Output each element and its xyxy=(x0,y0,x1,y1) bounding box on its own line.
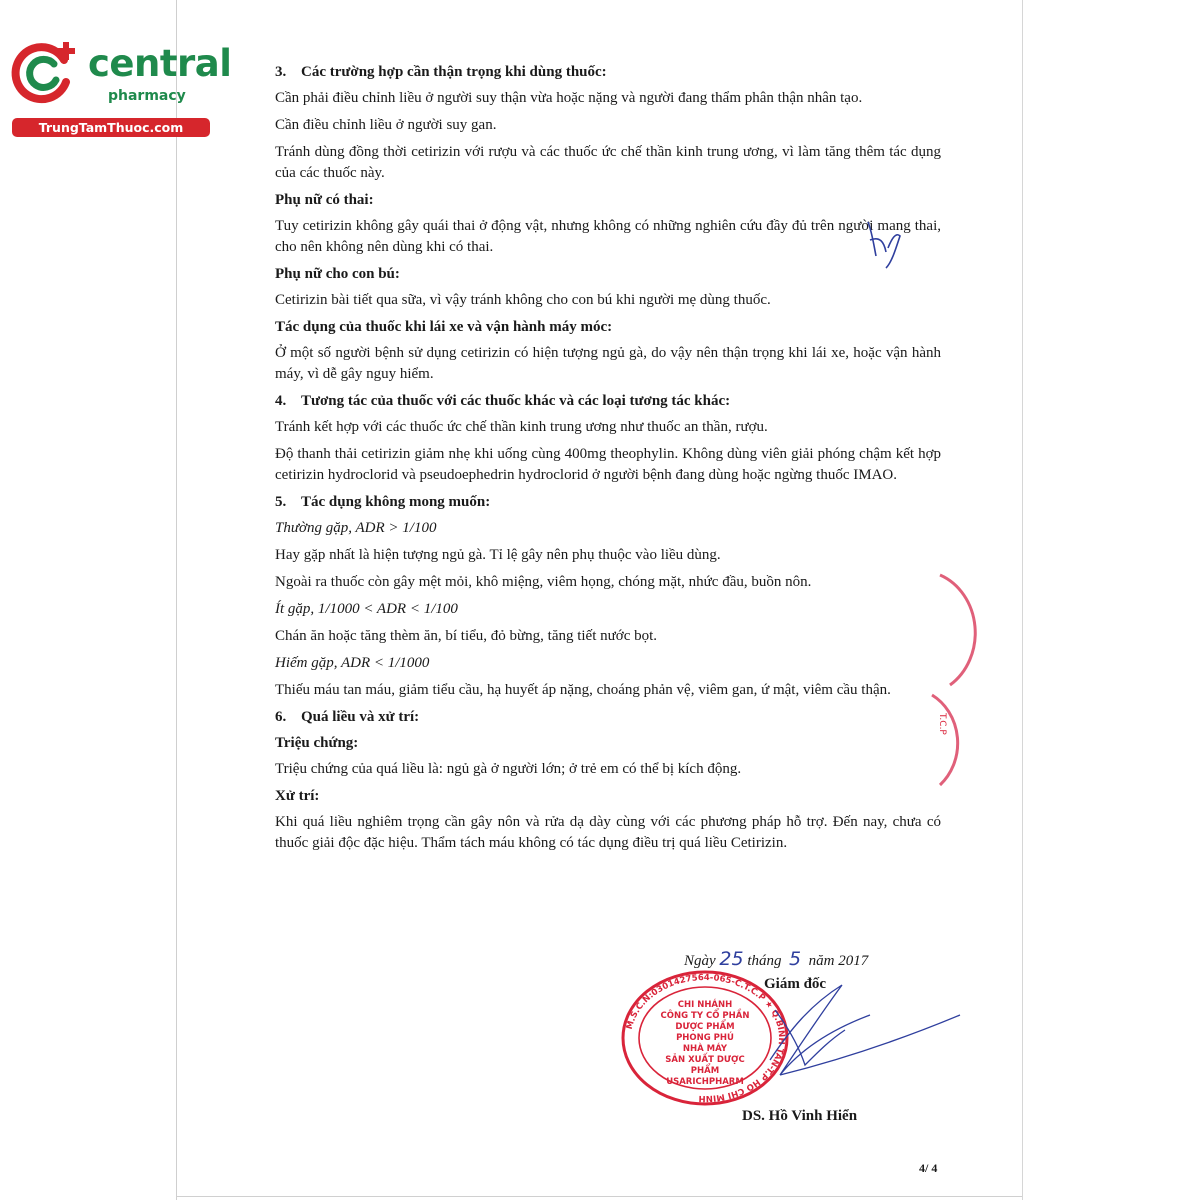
page-left-edge xyxy=(176,0,177,1200)
company-stamp-text: CHI NHÁNH CÔNG TY CỔ PHẦN DƯỢC PHẨM PHONG PHÚ NHÀ MÁY SẢN XUẤT DƯỢC PHẨM USARICHPHARM xyxy=(660,1000,750,1087)
subheading-pregnant: Phụ nữ có thai: xyxy=(275,192,374,208)
section-4-heading: 4. Tương tác của thuốc với các thuốc khác và các loại tương tác khác: xyxy=(275,393,731,409)
paragraph: Ở một số người bệnh sử dụng cetirizin có hiện tượng ngủ gà, do vậy nên thận trọng khi lái xe, hoặc vận hành máy, vì dễ gây nguy hiểm. xyxy=(275,345,941,382)
signer-name: DS. Hồ Vinh Hiển xyxy=(742,1108,858,1124)
page-right-edge xyxy=(1022,0,1023,1200)
edge-stamp-icon xyxy=(930,565,1000,795)
director-title: Giám đốc xyxy=(764,976,827,992)
frequency-label-uncommon: Ít gặp, 1/1000 < ADR < 1/100 xyxy=(275,601,458,617)
paragraph: Chán ăn hoặc tăng thèm ăn, bí tiểu, đỏ bừng, tăng tiết nước bọt. xyxy=(275,628,658,644)
section-6-heading: 6. Quá liều và xử trí: xyxy=(275,709,420,725)
frequency-label-rare: Hiếm gặp, ADR < 1/1000 xyxy=(275,655,430,671)
paragraph: Tránh dùng đồng thời cetirizin với rượu và các thuốc ức chế thần kinh trung ương, vì làm tăng thêm tác dụng của các thuốc này. xyxy=(275,144,941,181)
handwritten-day: 25 xyxy=(719,948,744,970)
signature-date-line: Ngày 25 tháng 5 năm 2017 xyxy=(684,948,869,970)
handwritten-month: 5 xyxy=(789,948,802,970)
subheading-driving: Tác dụng của thuốc khi lái xe và vận hành máy móc: xyxy=(275,319,613,335)
paragraph: Triệu chứng của quá liều là: ngủ gà ở người lớn; ở trẻ em có thể bị kích động. xyxy=(275,761,742,777)
paragraph: Tránh kết hợp với các thuốc ức chế thần kinh trung ương như thuốc an thần, rượu. xyxy=(275,419,768,435)
paragraph: Cần điều chỉnh liều ở người suy gan. xyxy=(275,117,497,133)
logo-url-badge[interactable]: TrungTamThuoc.com xyxy=(12,118,210,137)
paragraph: Cần phải điều chỉnh liều ở người suy thận vừa hoặc nặng và người đang thẩm phân thận nhân tạo. xyxy=(275,90,863,106)
paragraph: Cetirizin bài tiết qua sữa, vì vậy tránh không cho con bú khi người mẹ dùng thuốc. xyxy=(275,292,771,308)
paragraph: Khi quá liều nghiêm trọng cần gây nôn và rửa dạ dày cùng với các phương pháp hỗ trợ. Đến nay, chưa có thuốc giải độc đặc hiệu. Thẩm tách máu không có tác dụng điều trị quá liều Cetirizin. xyxy=(275,814,941,851)
central-pharmacy-logo[interactable] xyxy=(10,36,232,136)
paragraph: Hay gặp nhất là hiện tượng ngủ gà. Tỉ lệ gây nên phụ thuộc vào liều dùng. xyxy=(275,547,721,563)
subheading-breastfeeding: Phụ nữ cho con bú: xyxy=(275,266,400,282)
frequency-label-common: Thường gặp, ADR > 1/100 xyxy=(275,520,437,536)
logo-brand-text: central xyxy=(88,42,232,85)
svg-text:T.C.P: T.C.P xyxy=(937,713,947,735)
paragraph: Thiếu máu tan máu, giảm tiểu cầu, hạ huyết áp nặng, choáng phản vệ, viêm gan, ứ mật, viêm cầu thận. xyxy=(275,682,891,698)
director-signature-icon xyxy=(770,985,960,1075)
section-5-heading: 5. Tác dụng không mong muốn: xyxy=(275,494,491,510)
pharmacy-cross-logo-icon xyxy=(10,36,80,106)
subheading-treatment: Xử trí: xyxy=(275,788,320,804)
page-number: 4/ 4 xyxy=(919,1161,938,1175)
svg-text:M.S.C.N:0301427564-065-C.T.C.P: M.S.C.N:0301427564-065-C.T.C.P ★ Q.BÌNH TÂN-T.P HỒ CHÍ MINH xyxy=(624,972,787,1104)
page-bottom-edge xyxy=(176,1196,1022,1197)
subheading-symptoms: Triệu chứng: xyxy=(275,735,359,751)
paragraph: Ngoài ra thuốc còn gây mệt mỏi, khô miệng, viêm họng, chóng mặt, nhức đầu, buồn nôn. xyxy=(275,574,812,590)
section-3-heading: 3. Các trường hợp cần thận trọng khi dùng thuốc: xyxy=(275,64,607,80)
logo-sub-text: pharmacy xyxy=(108,88,186,104)
document-body xyxy=(275,62,941,860)
paragraph: Tuy cetirizin không gây quái thai ở động vật, nhưng không có những nghiên cứu đầy đủ trên người mang thai, cho nên không nên dùng khi có thai. xyxy=(275,218,941,255)
paragraph: Độ thanh thải cetirizin giảm nhẹ khi uống cùng 400mg theophylin. Không dùng viên giải phóng chậm kết hợp cetirizin hydroclorid và pseudoephedrin hydroclorid ở người bệnh đang dùng hoặc ngừng thuốc IMAO. xyxy=(275,446,941,483)
